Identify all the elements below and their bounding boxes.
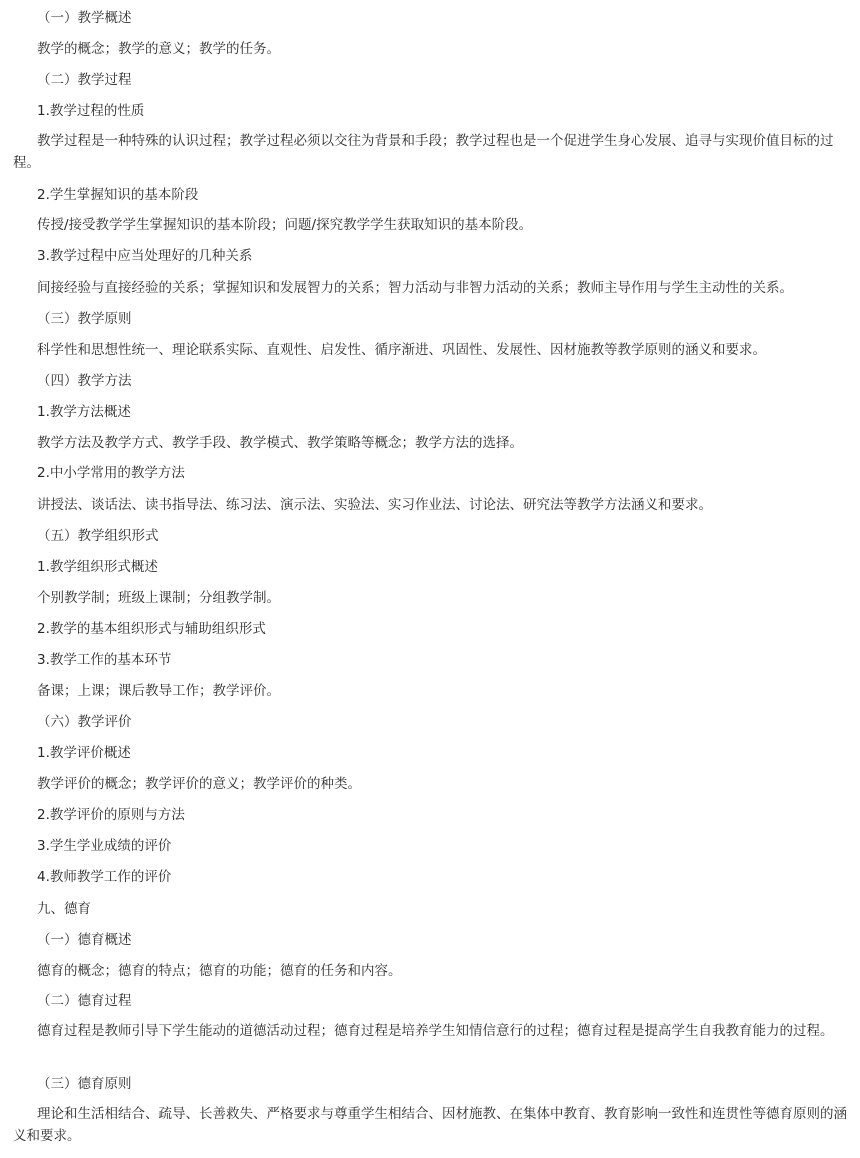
heading-moral-overview: （一）德育概述	[37, 932, 132, 948]
paragraph: 间接经验与直接经验的关系；掌握知识和发展智力的关系；智力活动与非智力活动的关系；教师主导作用与学生主动性的关系。	[37, 280, 793, 296]
heading-teaching-process: （二）教学过程	[37, 72, 132, 88]
subheading: 1.教学过程的性质	[37, 103, 145, 119]
heading-moral-process: （二）德育过程	[37, 993, 132, 1009]
paragraph: 备课；上课；课后教导工作；教学评价。	[37, 683, 280, 699]
paragraph: 德育的概念；德育的特点；德育的功能；德育的任务和内容。	[37, 963, 402, 979]
heading-moral-principles: （三）德育原则	[37, 1076, 132, 1092]
paragraph: 德育过程是教师引导下学生能动的道德活动过程；德育过程是培养学生知情信意行的过程；德育过程是提高学生自我教育能力的过程。	[37, 1023, 834, 1039]
heading-teaching-overview: （一）教学概述	[37, 10, 132, 26]
paragraph: 教学的概念；教学的意义；教学的任务。	[37, 41, 280, 57]
heading-teaching-evaluation: （六）教学评价	[37, 714, 132, 730]
heading-teaching-principles: （三）教学原则	[37, 311, 132, 327]
subheading: 3.教学过程中应当处理好的几种关系	[37, 248, 253, 264]
paragraph: 教学方法及教学方式、教学手段、教学模式、教学策略等概念；教学方法的选择。	[37, 435, 523, 451]
subheading: 1.教学方法概述	[37, 404, 131, 420]
subheading: 4.教师教学工作的评价	[37, 869, 172, 885]
subheading: 2.学生掌握知识的基本阶段	[37, 187, 199, 203]
heading-teaching-methods: （四）教学方法	[37, 373, 132, 389]
subheading: 3.教学工作的基本环节	[37, 652, 172, 668]
subheading: 2.中小学常用的教学方法	[37, 465, 185, 481]
paragraph: 传授/接受教学学生掌握知识的基本阶段；问题/探究教学学生获取知识的基本阶段。	[37, 217, 533, 233]
subheading: 2.教学的基本组织形式与辅助组织形式	[37, 621, 266, 637]
chapter-heading-moral-education: 九、德育	[37, 901, 91, 917]
paragraph: 教学过程是一种特殊的认识过程；教学过程必须以交往为背景和手段；教学过程也是一个促进学生身心发展、追寻与实现价值目标的过程。	[13, 133, 834, 171]
paragraph: 教学评价的概念；教学评价的意义；教学评价的种类。	[37, 776, 361, 792]
paragraph: 讲授法、谈话法、读书指导法、练习法、演示法、实验法、实习作业法、讨论法、研究法等教学方法涵义和要求。	[37, 497, 712, 513]
heading-organization-forms: （五）教学组织形式	[37, 528, 159, 544]
subheading: 3.学生学业成绩的评价	[37, 838, 172, 854]
paragraph: 科学性和思想性统一、理论联系实际、直观性、启发性、循序渐进、巩固性、发展性、因材施教等教学原则的涵义和要求。	[37, 342, 766, 358]
subheading: 1.教学评价概述	[37, 745, 131, 761]
paragraph: 理论和生活相结合、疏导、长善救失、严格要求与尊重学生相结合、因材施教、在集体中教育、教育影响一致性和连贯性等德育原则的涵义和要求。	[13, 1106, 847, 1144]
subheading: 1.教学组织形式概述	[37, 559, 158, 575]
paragraph: 个别教学制；班级上课制；分组教学制。	[37, 590, 280, 606]
subheading: 2.教学评价的原则与方法	[37, 807, 185, 823]
